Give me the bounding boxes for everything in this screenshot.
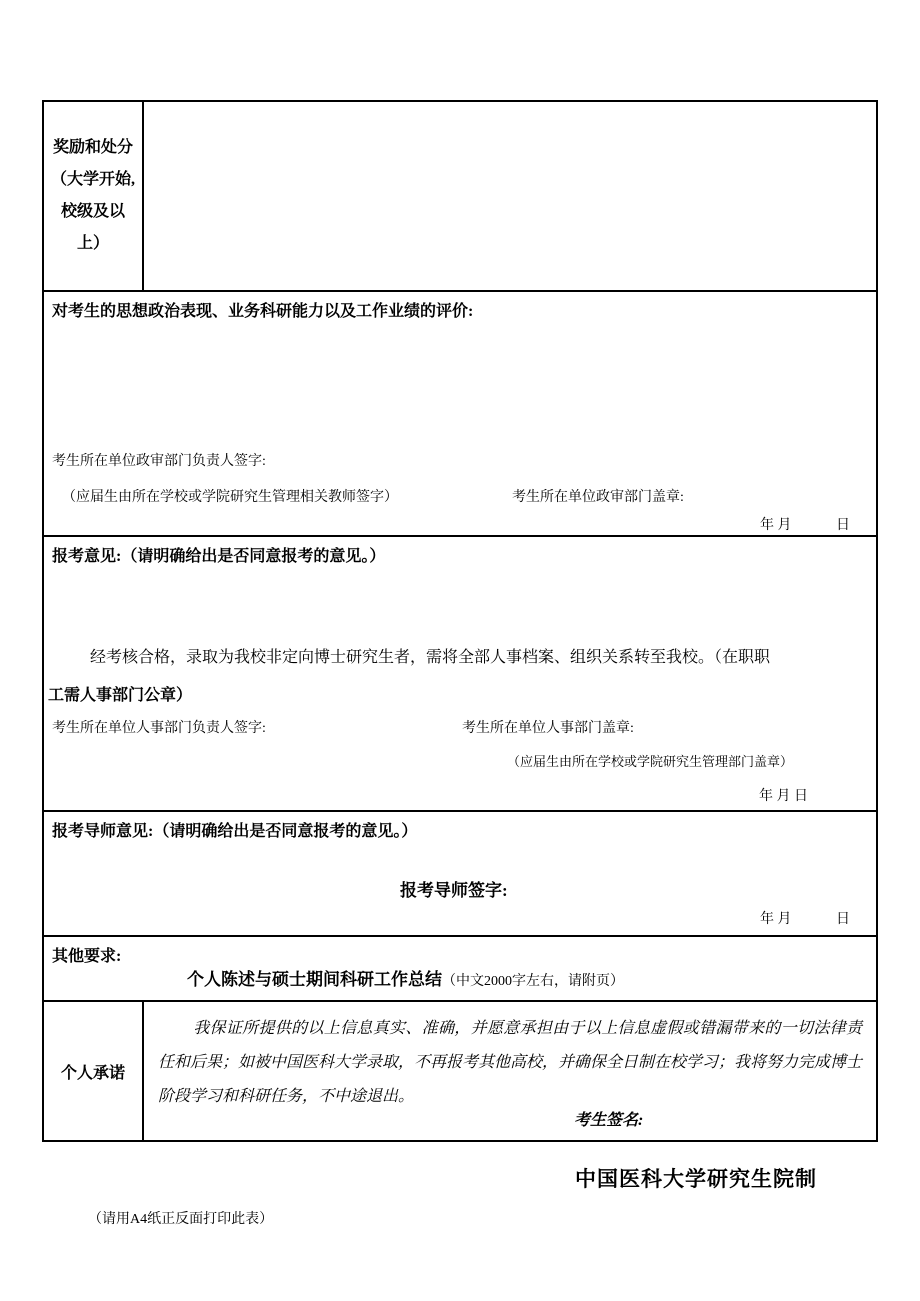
evaluation-title: 对考生的思想政治表现、业务科研能力以及工作业绩的评价:	[52, 303, 474, 320]
row-other-requirements	[43, 936, 877, 1001]
supervisor-date-d: 日	[836, 912, 850, 927]
application-opinion-sign-label: 考生所在单位人事部门负责人签字:	[52, 721, 266, 736]
evaluation-cell	[43, 291, 877, 536]
application-opinion-seal-note: （应届生由所在学校或学院研究生管理部门盖章）	[507, 754, 794, 769]
other-requirements-title: 其他要求:	[52, 948, 122, 965]
awards-label-line3: 校级及以	[60, 203, 125, 220]
awards-label-line2: （大学开始,	[50, 171, 135, 188]
row-application-opinion	[43, 536, 877, 811]
personal-commitment-label: 个人承诺	[60, 1064, 125, 1082]
evaluation-date-d: 日	[836, 518, 850, 533]
row-evaluation	[43, 291, 877, 536]
evaluation-seal-label: 考生所在单位政审部门盖章:	[512, 490, 684, 505]
issuer-text: 中国医科大学研究生院制	[575, 1167, 817, 1191]
awards-label-cell	[43, 101, 143, 291]
application-form-table	[42, 100, 878, 1142]
row-awards	[43, 101, 877, 291]
supervisor-opinion-cell	[43, 811, 877, 936]
application-opinion-body-line1: 经考核合格，录取为我校非定向博士研究生者，需将全部人事档案、组织关系转至我校。（在职职	[90, 649, 771, 666]
evaluation-note: （应届生由所在学校或学院研究生管理相关教师签字）	[62, 490, 398, 505]
row-personal-commitment	[43, 1001, 877, 1141]
other-requirements-cell	[43, 936, 877, 1001]
application-opinion-cell	[43, 536, 877, 811]
evaluation-date-ym: 年 月	[760, 518, 792, 533]
evaluation-sign-label: 考生所在单位政审部门负责人签字:	[52, 454, 266, 469]
application-opinion-title: 报考意见:（请明确给出是否同意报考的意见。）	[52, 548, 386, 565]
awards-label-line4: 上）	[76, 235, 109, 252]
supervisor-sign-label: 报考导师签字:	[400, 881, 508, 900]
application-opinion-seal-label: 考生所在单位人事部门盖章:	[462, 721, 634, 736]
candidate-signature-label: 考生签名:	[574, 1112, 644, 1129]
row-supervisor-opinion	[43, 811, 877, 936]
application-opinion-date: 年 月 日	[759, 789, 808, 804]
awards-label-line1: 奖励和处分	[52, 139, 133, 156]
print-instruction: （请用A4纸正反面打印此表）	[88, 1212, 274, 1227]
other-requirements-body-main: 个人陈述与硕士期间科研工作总结	[187, 970, 442, 989]
other-requirements-body	[187, 965, 624, 990]
supervisor-date-ym: 年 月	[760, 912, 792, 927]
other-requirements-body-note: （中文2000字左右，请附页）	[442, 974, 624, 989]
personal-commitment-content-cell	[143, 1001, 877, 1141]
personal-commitment-body: 我保证所提供的以上信息真实、准确，并愿意承担由于以上信息虚假或错漏带来的一切法律责任和后果；如被中国医科大学录取，不再报考其他高校，并确保全日制在校学习；我将努力完成博士阶段学习和科研任务，不中途退出。	[158, 1020, 863, 1105]
awards-content-cell	[143, 101, 877, 291]
application-opinion-body-line2: 工需人事部门公章）	[48, 687, 193, 704]
supervisor-opinion-title: 报考导师意见:（请明确给出是否同意报考的意见。）	[52, 823, 418, 840]
personal-commitment-label-cell	[43, 1001, 143, 1141]
